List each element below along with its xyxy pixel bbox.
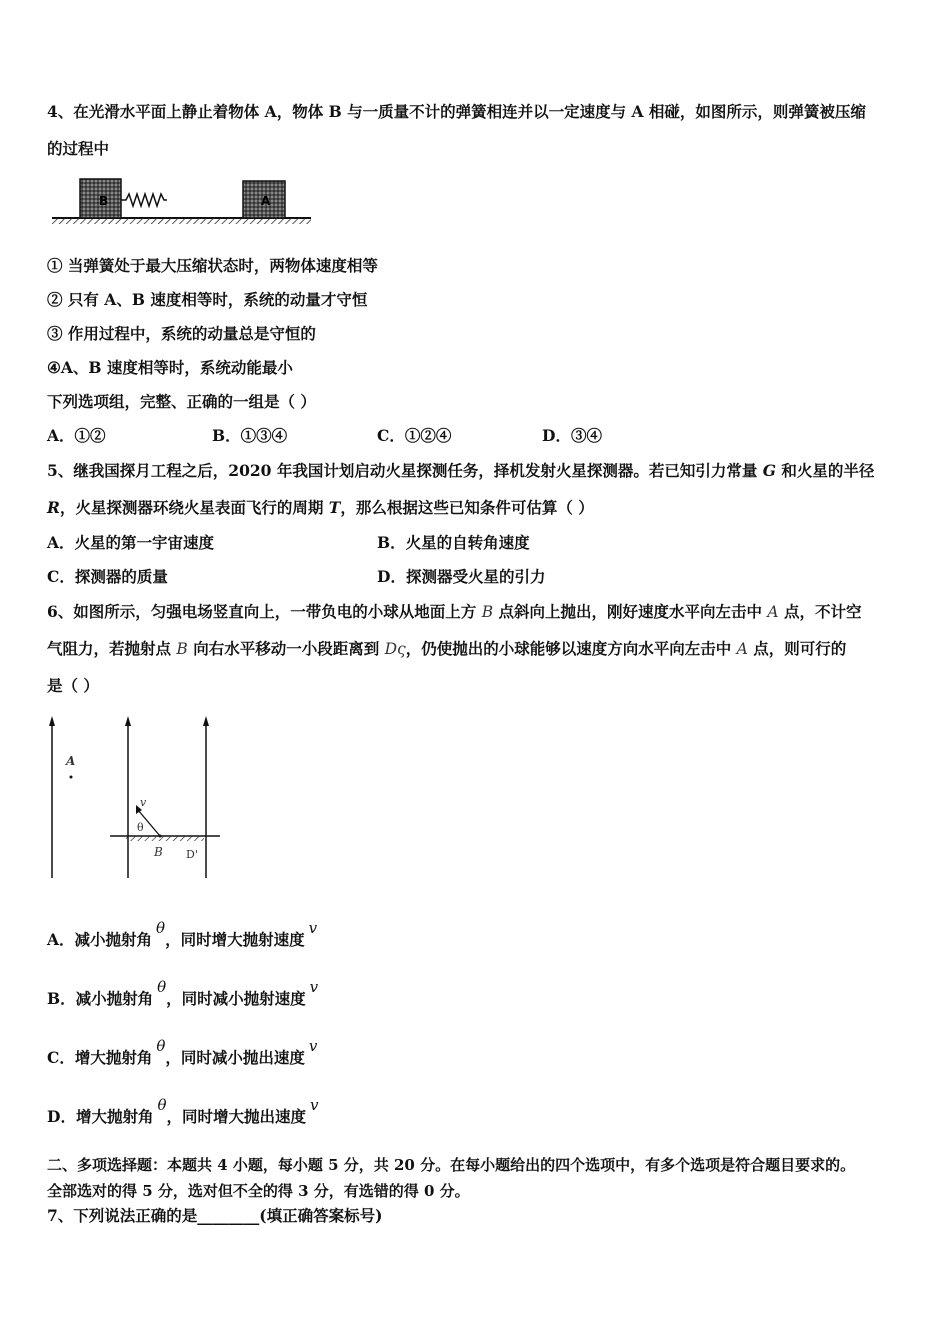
symbol-b: B [481, 603, 494, 621]
q4-statement-4: ④A、B 速度相等时，系统动能最小 [47, 358, 293, 377]
q6-stem-line2: 气阻力，若抛射点 B 向右水平移动一小段距离到 Dς，仍使抛出的小球能够以速度方向水平向左击中 A 点，则可行的 [47, 639, 847, 658]
q4-stem-line1: 4、在光滑水平面上静止着物体 A，物体 B 与一质量不计的弹簧相连并以一定速度与 A 相碰，如图所示，则弹簧被压缩 [47, 102, 866, 121]
q4-statement-1: ① 当弹簧处于最大压缩状态时，两物体速度相等 [47, 256, 378, 275]
q5-stem-line1: 5、继我国探月工程之后，2020 年我国计划启动火星探测任务，择机发射火星探测器。若已知引力常量 G 和火星的半径 [47, 461, 875, 480]
field-arrow-1 [49, 716, 55, 726]
q4-figure-spring-blocks [47, 172, 317, 232]
point-a [70, 776, 73, 779]
q6-stem-line1: 6、如图所示，匀强电场竖直向上，一带负电的小球从地面上方 B 点斜向上抛出，刚好速度水平向左击中 A 点，不计空 [47, 602, 862, 621]
q6-figure-electric-field [40, 712, 230, 884]
q4-stem-line2: 的过程中 [47, 139, 110, 158]
q5-option-d: D．探测器受火星的引力 [377, 567, 546, 586]
label-d-prime: D' [186, 848, 198, 861]
q4-option-d: D．③④ [542, 426, 602, 445]
label-theta: θ [137, 821, 144, 834]
point-b [159, 835, 162, 838]
symbol-a: A [767, 603, 779, 621]
label-a: A [66, 754, 76, 768]
q6-option-b: B．减小抛射角θ，同时减小抛射速度v [47, 978, 319, 1008]
q4-option-b: B．①③④ [212, 426, 288, 445]
q7-stem: 7、下列说法正确的是________(填正确答案标号) [47, 1206, 383, 1225]
symbol-d-prime: Dς [384, 640, 406, 658]
field-arrow-3 [203, 716, 209, 726]
q5-stem-line2: R，火星探测器环绕火星表面飞行的周期 T，那么根据这些已知条件可估算（ ） [47, 498, 594, 517]
q4-statement-3: ③ 作用过程中，系统的动量总是守恒的 [47, 324, 316, 343]
q5-option-b: B．火星的自转角速度 [377, 533, 530, 552]
section2-heading-line2: 全部选对的得 5 分，选对但不全的得 3 分，有选错的得 0 分。 [47, 1182, 470, 1200]
q6-option-d: D．增大抛射角θ，同时增大抛出速度v [47, 1096, 319, 1126]
section2-heading-line1: 二、多项选择题：本题共 4 小题，每小题 5 分，共 20 分。在每小题给出的四个选项中，有多个选项是符合题目要求的。 [47, 1156, 856, 1174]
symbol-t: T [328, 498, 341, 517]
symbol-g: G [762, 461, 776, 480]
q6-stem-line3: 是（ ） [47, 676, 99, 695]
spring [121, 194, 167, 206]
q4-prompt: 下列选项组，完整、正确的一组是（ ） [47, 392, 316, 411]
label-v: v [140, 796, 147, 809]
field-arrow-2 [125, 716, 131, 726]
symbol-r: R [47, 498, 60, 517]
q4-option-a: A．①② [47, 426, 106, 445]
block-a-label: A [261, 194, 271, 208]
q5-option-c: C．探测器的质量 [47, 567, 168, 586]
q5-option-a: A．火星的第一宇宙速度 [47, 533, 215, 552]
q6-option-a: A．减小抛射角θ，同时增大抛射速度v [47, 919, 318, 949]
label-b: B [154, 845, 163, 859]
q6-option-c: C．增大抛射角θ，同时减小抛出速度v [47, 1037, 318, 1067]
q4-option-c: C．①②④ [377, 426, 452, 445]
q4-statement-2: ② 只有 A、B 速度相等时，系统的动量才守恒 [47, 290, 368, 309]
block-b-label: B [99, 194, 109, 208]
